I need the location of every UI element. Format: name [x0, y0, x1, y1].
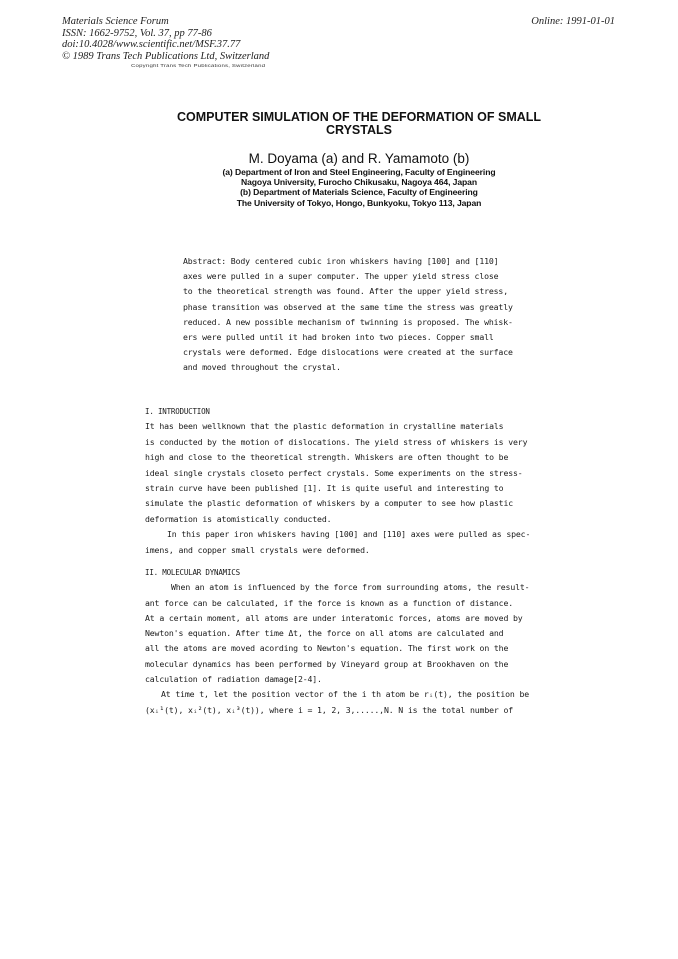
copyright-line: © 1989 Trans Tech Publications Ltd, Switzerland: [62, 50, 270, 62]
abstract-line: ers were pulled until it had broken into two pieces. Copper small: [183, 332, 494, 343]
copyright-watermark: Copyright Trans Tech Publications, Switzerland: [131, 64, 266, 68]
abstract-line: crystals were deformed. Edge dislocations were created at the surface: [183, 347, 513, 358]
body-line: ant force can be calculated, if the force is known as a function of distance.: [145, 597, 514, 608]
body-line: calculation of radiation damage[2-4].: [145, 674, 322, 685]
body-line: is conducted by the motion of dislocations. The yield stress of whiskers is very: [145, 436, 528, 447]
abstract-line: Abstract: Body centered cubic iron whiskers having [100] and [110]: [183, 256, 499, 266]
body-line: At a certain moment, all atoms are under interatomic forces, atoms are moved by: [145, 612, 523, 623]
journal-name: Materials Science Forum: [62, 16, 169, 27]
affiliation-line: (b) Department of Materials Science, Faculty of Engineering: [240, 187, 478, 198]
section-introduction: [145, 404, 545, 558]
body-line: high and close to the theoretical strength. Whiskers are often thought to be: [145, 452, 509, 463]
affiliation-line: The University of Tokyo, Hongo, Bunkyoku, Tokyo 113, Japan: [236, 197, 482, 208]
doi-line: doi:10.4028/www.scientific.net/MSF.37.77: [62, 39, 241, 50]
body-line: In this paper iron whiskers having [100] and [110] axes were pulled as spec-: [167, 529, 531, 540]
journal-header: [62, 16, 269, 62]
body-line: molecular dynamics has been performed by Vineyard group at Brookhaven on the: [145, 658, 509, 669]
section-molecular-dynamics: [145, 565, 545, 718]
body-line: all the atoms are moved acording to Newton's equation. The first work on the: [145, 643, 509, 654]
paper-authors: M. Doyama (a) and R. Yamamoto (b): [248, 151, 470, 166]
abstract-line: to the theoretical strength was found. After the upper yield stress,: [183, 286, 508, 297]
affiliation-line: (a) Department of Iron and Steel Engineering, Faculty of Engineering: [222, 167, 496, 177]
body-line: ideal single crystals closeto perfect crystals. Some experiments on the stress-: [145, 467, 523, 478]
affiliations: [150, 167, 568, 208]
abstract-line: and moved throughout the crystal.: [183, 362, 341, 373]
body-line: imens, and copper small crystals were deformed.: [145, 544, 370, 555]
body-line: Newton's equation. After time Δt, the force on all atoms are calculated and: [145, 628, 504, 639]
abstract-line: axes were pulled in a super computer. The upper yield stress close: [183, 271, 499, 282]
issn-line: ISSN: 1662-9752, Vol. 37, pp 77-86: [62, 27, 212, 39]
abstract-line: phase transition was observed at the same time the stress was greatly: [183, 301, 513, 312]
paper-title: COMPUTER SIMULATION OF THE DEFORMATION OF SMALL CRYSTALS: [176, 110, 542, 137]
body-line: strain curve have been published [1]. It is quite useful and interesting to: [145, 483, 504, 494]
online-date: Online: 1991-01-01: [531, 16, 615, 27]
body-line: At time t, let the position vector of the i th atom be rᵢ(t), the position be: [161, 689, 530, 700]
body-line: simulate the plastic deformation of whiskers by a computer to see how plastic: [145, 498, 514, 509]
body-line: It has been wellknown that the plastic deformation in crystalline materials: [145, 421, 504, 432]
abstract: [183, 254, 528, 376]
body-line: (xᵢ¹(t), xᵢ²(t), xᵢ³(t)), where i = 1, 2, 3,.....,N. N is the total number of: [145, 704, 514, 715]
body-line: When an atom is influenced by the force from surrounding atoms, the result-: [171, 582, 530, 593]
abstract-line: reduced. A new possible mechanism of twinning is proposed. The whisk-: [183, 316, 513, 327]
body-line: deformation is atomistically conducted.: [145, 513, 332, 524]
affiliation-line: Nagoya University, Furocho Chikusaku, Nagoya 464, Japan: [241, 177, 477, 188]
section-heading: II. MOLECULAR DYNAMICS: [145, 568, 240, 577]
section-heading: I. INTRODUCTION: [145, 407, 210, 416]
